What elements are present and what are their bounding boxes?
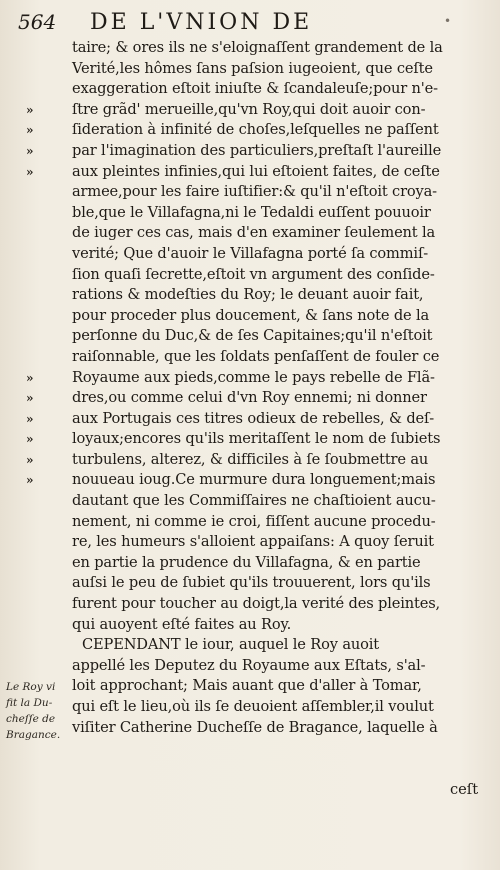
text-line-content: qui auoyent eſté faites au Roy. — [72, 615, 292, 633]
text-line — [26, 429, 480, 450]
text-line — [50, 326, 480, 347]
text-line-content: exaggeration eſtoit iniuſte & ſcandaleuſe;pour n'e- — [72, 80, 438, 98]
text-line-content: verité; Que d'auoir le Villafagna porté ſa commiſ- — [72, 244, 428, 262]
text-line-content: appellé les Deputez du Royaume aux Eſtats, s'al- — [72, 656, 426, 674]
text-line-content: dres,ou comme celui d'vn Roy ennemi; ni donner — [72, 389, 427, 407]
text-line-content: auſsi le peu de ſubiet qu'ils trouuerent, lors qu'ils — [72, 574, 431, 592]
text-line-content: Royaume aux pieds,comme le pays rebelle de Flã- — [72, 368, 435, 386]
quotation-mark: » — [26, 102, 34, 117]
margin-note-line: fit la Du- — [6, 697, 53, 709]
text-line-content: nement, ni comme ie croi, fiſſent aucune procedu- — [72, 512, 436, 530]
text-line — [26, 100, 480, 121]
text-line — [50, 182, 480, 203]
quotation-mark: » — [26, 452, 34, 467]
text-line-content: qui eſt le lieu,où ils ſe deuoient aſſembler,il voulut — [72, 698, 434, 715]
running-head — [18, 10, 480, 40]
quotation-mark: » — [26, 143, 34, 158]
text-line — [50, 203, 480, 224]
text-line — [50, 615, 480, 636]
text-line — [26, 120, 480, 141]
margin-note-line: cheſſe de — [6, 713, 56, 725]
text-line — [50, 79, 480, 100]
text-line — [50, 697, 480, 718]
text-line-content: perſonne du Duc,& de ſes Capitaines;qu'il n'eſtoit — [72, 327, 433, 345]
quotation-mark: » — [26, 411, 34, 426]
text-line-content: CEPENDANT le iour, auquel le Roy auoit — [82, 636, 379, 654]
text-line-content: turbulens, alterez, & difficiles à ſe ſoubmettre au — [72, 450, 429, 468]
text-line-content: loit approchant; Mais auant que d'aller à Tomar, — [72, 677, 422, 695]
text-line-content: raiſonnable, que les ſoldats penſaſſent de fouler ce — [72, 347, 440, 365]
text-line — [50, 491, 480, 512]
text-line — [50, 676, 480, 697]
text-line — [26, 141, 480, 162]
text-line-content: aux pleintes infinies,qui lui eſtoient faites, de ceſte — [72, 162, 440, 180]
quotation-mark: » — [26, 370, 34, 385]
text-line — [50, 38, 480, 59]
text-line-content: Verité,les hômes ſans paſsion iugeoient, que ceſte — [72, 59, 433, 77]
running-title: DE L'VNION DE — [90, 10, 313, 35]
text-line-content: viſiter Catherine Ducheſſe de Bragance, laquelle à — [72, 718, 438, 736]
margin-note-line: Bragance. — [6, 729, 61, 741]
text-line — [50, 223, 480, 244]
text-line-content: ble,que le Villafagna,ni le Tedaldi euſſent pouuoir — [72, 203, 431, 221]
quotation-mark: » — [26, 473, 34, 488]
ornament-mark: • — [444, 14, 452, 28]
text-line-content: de iuger ces cas, mais d'en examiner ſeulement la — [72, 224, 436, 242]
page-number: 564 — [18, 10, 57, 34]
text-line — [26, 409, 480, 430]
text-line — [26, 470, 480, 491]
text-line-content: loyaux;encores qu'ils meritaſſent le nom de ſubiets — [72, 430, 441, 448]
text-line-content: furent pour toucher au doigt,la verité des pleintes, — [72, 595, 441, 613]
text-line — [50, 285, 480, 306]
text-line — [50, 265, 480, 286]
text-line-content: re, les humeurs s'alloient appaiſans: A quoy ſeruit — [72, 533, 434, 551]
text-line — [50, 573, 480, 594]
text-line-content: rations & modeſties du Roy; le deuant auoir fait, — [72, 286, 424, 304]
quotation-mark: » — [26, 391, 34, 406]
text-line — [50, 635, 480, 656]
text-line-content: pour proceder plus doucement, & ſans note de la — [72, 306, 430, 324]
text-line — [50, 306, 480, 327]
text-line — [50, 594, 480, 615]
text-line — [26, 162, 480, 183]
text-line — [50, 512, 480, 533]
catchword: ceſt — [450, 781, 479, 798]
text-line — [26, 388, 480, 409]
text-line-content: ſideration à infinité de choſes,leſquelles ne paſſent — [72, 121, 439, 139]
text-line-content: ſtre grãd' merueille,qu'vn Roy,qui doit auoir con- — [72, 100, 426, 118]
text-line-content: ſion quaſi ſecrette,eſtoit vn argument des conſide- — [72, 265, 435, 283]
text-line — [50, 347, 480, 368]
text-line-content: nouueau ioug.Ce murmure dura longuement;mais — [72, 471, 436, 489]
text-line-content: par l'imagination des particuliers,preſtaſt l'aureille — [72, 141, 442, 159]
text-line — [50, 656, 480, 677]
text-line — [26, 368, 480, 389]
text-line-content: aux Portugais ces titres odieux de rebelles, & deſ- — [72, 409, 435, 427]
margin-note-line: Le Roy vi — [6, 681, 56, 693]
text-line-content: armee,pour les faire iuſtifier:& qu'il n'eſtoit croya- — [72, 183, 437, 201]
quotation-mark: » — [26, 123, 34, 138]
text-line — [50, 718, 480, 739]
text-line — [50, 59, 480, 80]
text-line — [50, 244, 480, 265]
quotation-mark: » — [26, 432, 34, 447]
text-line-content: dautant que les Commiſſaires ne chaſtioient aucu- — [72, 492, 436, 510]
text-line-content: en partie la prudence du Villafagna, & en partie — [72, 553, 421, 571]
quotation-mark: » — [26, 164, 34, 179]
text-line — [26, 450, 480, 471]
text-line-content: taire; & ores ils ne s'eloignaſſent grandement de la — [72, 39, 443, 56]
text-line — [50, 553, 480, 574]
text-line — [50, 532, 480, 553]
